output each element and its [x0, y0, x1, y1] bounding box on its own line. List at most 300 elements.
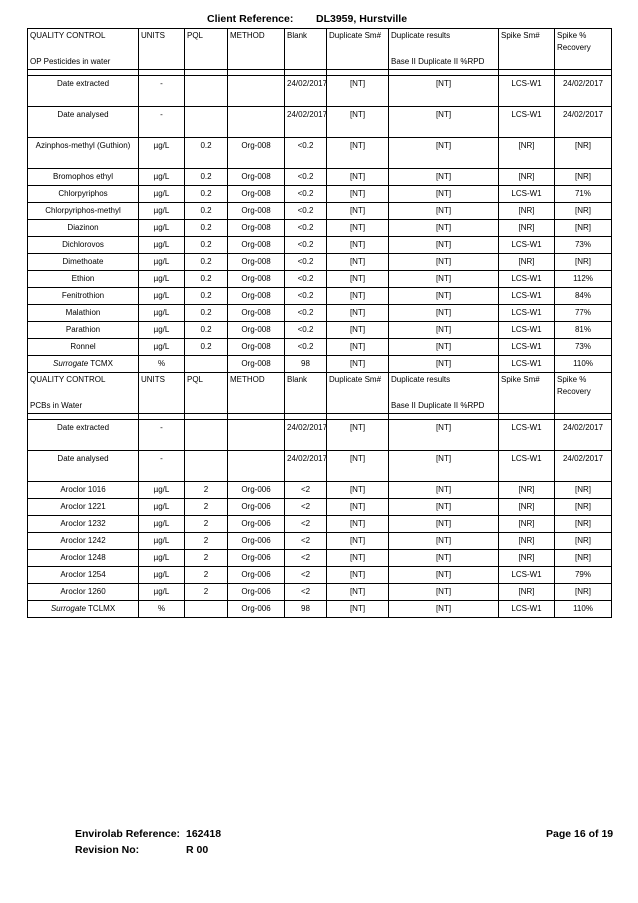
client-reference-label: Client Reference:: [207, 13, 294, 25]
empty-header-cell: [499, 55, 555, 70]
section-header-row: [28, 373, 612, 400]
table-cell: Date analysed: [28, 451, 139, 482]
table-cell: [NT]: [389, 254, 499, 271]
table-cell: <0.2: [285, 169, 327, 186]
column-header-pql: PQL: [185, 373, 228, 400]
table-cell: 0.2: [185, 237, 228, 254]
table-row: [28, 186, 612, 203]
table-cell: 110%: [555, 356, 612, 373]
table-row: [28, 169, 612, 186]
empty-header-cell: [327, 55, 389, 70]
table-cell: LCS-W1: [499, 601, 555, 618]
table-cell: µg/L: [139, 186, 185, 203]
empty-header-cell: [185, 399, 228, 414]
table-cell: µg/L: [139, 567, 185, 584]
column-header-units: UNITS: [139, 29, 185, 56]
table-cell: <0.2: [285, 288, 327, 305]
table-cell: [NT]: [389, 107, 499, 138]
table-cell: [NR]: [499, 203, 555, 220]
table-cell: [NT]: [389, 237, 499, 254]
table-cell: 110%: [555, 601, 612, 618]
table-cell: 71%: [555, 186, 612, 203]
table-cell: [NR]: [499, 138, 555, 169]
column-subheader-duplicate: Base II Duplicate II %RPD: [389, 399, 499, 414]
table-cell: [228, 451, 285, 482]
column-header-spike-rec: Spike % Recovery: [555, 373, 612, 400]
table-cell: 77%: [555, 305, 612, 322]
table-cell: <0.2: [285, 254, 327, 271]
surrogate-name: [28, 601, 139, 618]
section-title-row: [28, 399, 612, 414]
table-cell: 2: [185, 499, 228, 516]
table-cell: [NT]: [389, 220, 499, 237]
table-cell: Org-006: [228, 499, 285, 516]
table-cell: [NT]: [389, 76, 499, 107]
table-cell: [NT]: [389, 420, 499, 451]
table-cell: [NR]: [499, 584, 555, 601]
table-row: [28, 451, 612, 482]
table-cell: <0.2: [285, 203, 327, 220]
table-cell: Azinphos-methyl (Guthion): [28, 138, 139, 169]
table-row: [28, 107, 612, 138]
table-cell: 24/02/2017: [285, 76, 327, 107]
table-cell: -: [139, 76, 185, 107]
envirolab-reference-value: 162418: [186, 828, 222, 840]
table-cell: [NT]: [327, 237, 389, 254]
table-cell: %: [139, 356, 185, 373]
revision-value: R 00: [186, 844, 209, 856]
table-row: [28, 288, 612, 305]
table-cell: µg/L: [139, 169, 185, 186]
table-cell: 0.2: [185, 305, 228, 322]
table-cell: [NT]: [327, 76, 389, 107]
table-row: [28, 584, 612, 601]
table-cell: [185, 601, 228, 618]
table-cell: Dimethoate: [28, 254, 139, 271]
table-row: [28, 339, 612, 356]
table-cell: Date extracted: [28, 76, 139, 107]
table-cell: Org-008: [228, 254, 285, 271]
table-cell: [NR]: [499, 220, 555, 237]
section-title: OP Pesticides in water: [28, 55, 139, 70]
table-cell: LCS-W1: [499, 237, 555, 254]
table-cell: 2: [185, 533, 228, 550]
table-cell: 0.2: [185, 203, 228, 220]
table-cell: LCS-W1: [499, 567, 555, 584]
table-cell: µg/L: [139, 203, 185, 220]
table-cell: 98: [285, 356, 327, 373]
table-row: [28, 550, 612, 567]
table-cell: [NR]: [555, 220, 612, 237]
table-cell: LCS-W1: [499, 186, 555, 203]
table-cell: 2: [185, 516, 228, 533]
table-cell: 0.2: [185, 138, 228, 169]
table-cell: 24/02/2017: [555, 107, 612, 138]
table-cell: [NR]: [555, 482, 612, 499]
table-cell: Bromophos ethyl: [28, 169, 139, 186]
table-cell: 0.2: [185, 186, 228, 203]
table-cell: [NT]: [389, 288, 499, 305]
table-row: [28, 482, 612, 499]
table-cell: LCS-W1: [499, 322, 555, 339]
table-cell: LCS-W1: [499, 305, 555, 322]
table-cell: <0.2: [285, 305, 327, 322]
table-cell: Org-006: [228, 516, 285, 533]
table-cell: [NT]: [327, 420, 389, 451]
table-cell: 24/02/2017: [285, 451, 327, 482]
column-header-qc: QUALITY CONTROL: [28, 373, 139, 400]
table-cell: 0.2: [185, 339, 228, 356]
table-cell: Org-008: [228, 138, 285, 169]
quality-control-table: [27, 28, 612, 618]
table-cell: [185, 356, 228, 373]
table-row: [28, 516, 612, 533]
table-cell: Org-008: [228, 237, 285, 254]
table-cell: Aroclor 1016: [28, 482, 139, 499]
table-cell: Org-006: [228, 567, 285, 584]
table-cell: [NR]: [499, 482, 555, 499]
table-row: [28, 420, 612, 451]
table-cell: Date analysed: [28, 107, 139, 138]
table-cell: LCS-W1: [499, 271, 555, 288]
table-cell: [228, 107, 285, 138]
table-cell: [NT]: [389, 203, 499, 220]
table-cell: 2: [185, 482, 228, 499]
table-cell: [NT]: [389, 138, 499, 169]
table-cell: Ronnel: [28, 339, 139, 356]
section-title-row: [28, 55, 612, 70]
empty-header-cell: [185, 55, 228, 70]
table-cell: -: [139, 451, 185, 482]
table-cell: Org-008: [228, 339, 285, 356]
page-number: Page 16 of 19: [546, 828, 614, 840]
surrogate-label: Surrogate: [53, 359, 89, 368]
table-cell: <0.2: [285, 237, 327, 254]
table-cell: 112%: [555, 271, 612, 288]
table-cell: 84%: [555, 288, 612, 305]
column-header-units: UNITS: [139, 373, 185, 400]
table-cell: [NT]: [327, 584, 389, 601]
table-cell: LCS-W1: [499, 451, 555, 482]
table-cell: 98: [285, 601, 327, 618]
empty-header-cell: [327, 399, 389, 414]
table-cell: Aroclor 1248: [28, 550, 139, 567]
table-cell: Org-006: [228, 550, 285, 567]
table-cell: Org-008: [228, 356, 285, 373]
table-cell: Org-008: [228, 186, 285, 203]
table-cell: -: [139, 107, 185, 138]
table-cell: Malathion: [28, 305, 139, 322]
table-cell: 24/02/2017: [555, 76, 612, 107]
table-cell: [NT]: [327, 499, 389, 516]
table-cell: <2: [285, 482, 327, 499]
table-cell: 2: [185, 567, 228, 584]
table-cell: Aroclor 1221: [28, 499, 139, 516]
table-cell: 73%: [555, 237, 612, 254]
table-cell: Org-008: [228, 305, 285, 322]
table-cell: [NR]: [555, 499, 612, 516]
section-title: PCBs in Water: [28, 399, 139, 414]
table-cell: µg/L: [139, 322, 185, 339]
table-cell: <2: [285, 550, 327, 567]
table-row: [28, 220, 612, 237]
column-header-dup-results: Duplicate results: [389, 373, 499, 400]
column-header-qc: QUALITY CONTROL: [28, 29, 139, 56]
table-cell: 0.2: [185, 322, 228, 339]
empty-header-cell: [555, 55, 612, 70]
empty-header-cell: [285, 55, 327, 70]
table-cell: µg/L: [139, 339, 185, 356]
table-cell: Aroclor 1254: [28, 567, 139, 584]
surrogate-row: [28, 356, 612, 373]
table-cell: [NT]: [389, 356, 499, 373]
table-cell: <2: [285, 584, 327, 601]
column-header-method: METHOD: [228, 373, 285, 400]
table-cell: [NT]: [389, 322, 499, 339]
empty-header-cell: [139, 399, 185, 414]
table-cell: [NT]: [327, 138, 389, 169]
table-cell: [NT]: [389, 271, 499, 288]
table-cell: [NT]: [327, 271, 389, 288]
table-cell: Dichlorovos: [28, 237, 139, 254]
table-row: [28, 567, 612, 584]
table-cell: <0.2: [285, 138, 327, 169]
table-cell: 2: [185, 584, 228, 601]
table-cell: [NT]: [327, 451, 389, 482]
table-cell: [NR]: [555, 169, 612, 186]
table-cell: µg/L: [139, 584, 185, 601]
table-cell: [NT]: [389, 339, 499, 356]
table-cell: 73%: [555, 339, 612, 356]
table-cell: [NR]: [499, 169, 555, 186]
table-cell: µg/L: [139, 533, 185, 550]
column-header-dup-sm: Duplicate Sm#: [327, 373, 389, 400]
table-cell: Aroclor 1232: [28, 516, 139, 533]
table-cell: <2: [285, 533, 327, 550]
table-cell: <2: [285, 499, 327, 516]
table-cell: Org-006: [228, 601, 285, 618]
column-header-dup-results: Duplicate results: [389, 29, 499, 56]
table-cell: [NT]: [327, 305, 389, 322]
table-cell: [185, 76, 228, 107]
table-cell: [NT]: [389, 482, 499, 499]
table-cell: [NR]: [499, 550, 555, 567]
table-cell: [NT]: [327, 107, 389, 138]
table-cell: [NR]: [555, 550, 612, 567]
empty-header-cell: [139, 55, 185, 70]
table-cell: Org-008: [228, 322, 285, 339]
table-cell: %: [139, 601, 185, 618]
table-cell: [NT]: [389, 451, 499, 482]
table-cell: 81%: [555, 322, 612, 339]
table-cell: [NT]: [389, 550, 499, 567]
table-cell: Aroclor 1260: [28, 584, 139, 601]
empty-header-cell: [285, 399, 327, 414]
table-row: [28, 499, 612, 516]
surrogate-name: [28, 356, 139, 373]
table-cell: 79%: [555, 567, 612, 584]
table-cell: [NT]: [327, 203, 389, 220]
table-cell: [NR]: [499, 516, 555, 533]
table-cell: µg/L: [139, 550, 185, 567]
column-header-spike-sm: Spike Sm#: [499, 373, 555, 400]
table-cell: Org-006: [228, 533, 285, 550]
table-cell: <2: [285, 516, 327, 533]
table-cell: 24/02/2017: [285, 420, 327, 451]
empty-header-cell: [499, 399, 555, 414]
table-cell: Org-008: [228, 220, 285, 237]
table-cell: µg/L: [139, 254, 185, 271]
table-cell: [NR]: [555, 254, 612, 271]
table-row: [28, 138, 612, 169]
table-cell: Org-006: [228, 482, 285, 499]
table-cell: Ethion: [28, 271, 139, 288]
table-cell: [NT]: [389, 305, 499, 322]
table-cell: <0.2: [285, 186, 327, 203]
table-cell: [NT]: [327, 516, 389, 533]
empty-header-cell: [555, 399, 612, 414]
table-cell: [NT]: [327, 339, 389, 356]
table-cell: [NT]: [389, 584, 499, 601]
section-header-row: [28, 29, 612, 56]
table-cell: [NT]: [389, 516, 499, 533]
table-cell: [NT]: [389, 567, 499, 584]
column-header-blank: Blank: [285, 373, 327, 400]
table-cell: 0.2: [185, 271, 228, 288]
table-cell: Chlorpyriphos: [28, 186, 139, 203]
table-cell: [NT]: [389, 169, 499, 186]
empty-header-cell: [228, 55, 285, 70]
client-reference-value: DL3959, Hurstville: [316, 13, 408, 25]
table-row: [28, 76, 612, 107]
column-header-spike-sm: Spike Sm#: [499, 29, 555, 56]
table-cell: Org-008: [228, 288, 285, 305]
column-header-blank: Blank: [285, 29, 327, 56]
table-cell: [NR]: [555, 516, 612, 533]
table-cell: LCS-W1: [499, 339, 555, 356]
table-cell: LCS-W1: [499, 356, 555, 373]
table-cell: [NR]: [555, 533, 612, 550]
table-cell: µg/L: [139, 482, 185, 499]
column-header-method: METHOD: [228, 29, 285, 56]
table-cell: [NT]: [327, 220, 389, 237]
table-cell: [NR]: [555, 203, 612, 220]
table-cell: µg/L: [139, 305, 185, 322]
table-cell: [NR]: [499, 254, 555, 271]
table-cell: [NT]: [327, 533, 389, 550]
table-cell: [NT]: [327, 601, 389, 618]
table-cell: µg/L: [139, 516, 185, 533]
table-cell: LCS-W1: [499, 420, 555, 451]
table-row: [28, 254, 612, 271]
table-cell: [185, 107, 228, 138]
table-cell: µg/L: [139, 220, 185, 237]
table-cell: -: [139, 420, 185, 451]
table-cell: [185, 420, 228, 451]
table-cell: Diazinon: [28, 220, 139, 237]
surrogate-compound: TCMX: [88, 359, 113, 368]
table-cell: <2: [285, 567, 327, 584]
table-cell: [NT]: [327, 322, 389, 339]
table-cell: µg/L: [139, 271, 185, 288]
table-cell: Aroclor 1242: [28, 533, 139, 550]
table-cell: <0.2: [285, 271, 327, 288]
table-cell: LCS-W1: [499, 288, 555, 305]
table-row: [28, 203, 612, 220]
table-cell: [NT]: [327, 169, 389, 186]
table-cell: [NT]: [389, 186, 499, 203]
empty-header-cell: [228, 399, 285, 414]
table-cell: 24/02/2017: [555, 451, 612, 482]
table-row: [28, 271, 612, 288]
table-cell: [NT]: [389, 601, 499, 618]
table-cell: LCS-W1: [499, 76, 555, 107]
table-cell: <0.2: [285, 220, 327, 237]
table-cell: Chlorpyriphos-methyl: [28, 203, 139, 220]
table-cell: Date extracted: [28, 420, 139, 451]
table-cell: [NT]: [327, 254, 389, 271]
table-cell: [228, 76, 285, 107]
table-cell: Org-008: [228, 271, 285, 288]
envirolab-reference-label: Envirolab Reference:: [75, 828, 181, 840]
table-cell: Org-008: [228, 203, 285, 220]
table-cell: 0.2: [185, 288, 228, 305]
table-cell: Org-006: [228, 584, 285, 601]
table-cell: [NT]: [327, 186, 389, 203]
table-cell: [NT]: [327, 288, 389, 305]
table-row: [28, 305, 612, 322]
table-cell: LCS-W1: [499, 107, 555, 138]
table-cell: 0.2: [185, 169, 228, 186]
column-header-dup-sm: Duplicate Sm#: [327, 29, 389, 56]
surrogate-row: [28, 601, 612, 618]
table-cell: [228, 420, 285, 451]
table-cell: 24/02/2017: [285, 107, 327, 138]
surrogate-label: Surrogate: [50, 604, 86, 613]
column-subheader-duplicate: Base II Duplicate II %RPD: [389, 55, 499, 70]
table-cell: <0.2: [285, 339, 327, 356]
table-cell: [NR]: [555, 138, 612, 169]
table-cell: [NT]: [327, 482, 389, 499]
table-cell: [NR]: [499, 499, 555, 516]
table-cell: [NT]: [389, 533, 499, 550]
table-cell: Org-008: [228, 169, 285, 186]
table-cell: [NR]: [499, 533, 555, 550]
table-cell: [NT]: [327, 550, 389, 567]
table-cell: [NT]: [327, 567, 389, 584]
table-cell: <0.2: [285, 322, 327, 339]
surrogate-compound: TCLMX: [85, 604, 116, 613]
table-cell: [NR]: [555, 584, 612, 601]
column-header-pql: PQL: [185, 29, 228, 56]
table-cell: Parathion: [28, 322, 139, 339]
table-cell: 0.2: [185, 254, 228, 271]
table-cell: µg/L: [139, 499, 185, 516]
table-cell: 24/02/2017: [555, 420, 612, 451]
table-cell: 0.2: [185, 220, 228, 237]
table-cell: µg/L: [139, 237, 185, 254]
column-header-spike-rec: Spike % Recovery: [555, 29, 612, 56]
table-cell: [185, 451, 228, 482]
table-cell: [NT]: [327, 356, 389, 373]
table-cell: µg/L: [139, 288, 185, 305]
table-cell: Fenitrothion: [28, 288, 139, 305]
table-row: [28, 533, 612, 550]
revision-label: Revision No:: [75, 844, 140, 856]
table-cell: [NT]: [389, 499, 499, 516]
table-row: [28, 322, 612, 339]
table-cell: µg/L: [139, 138, 185, 169]
